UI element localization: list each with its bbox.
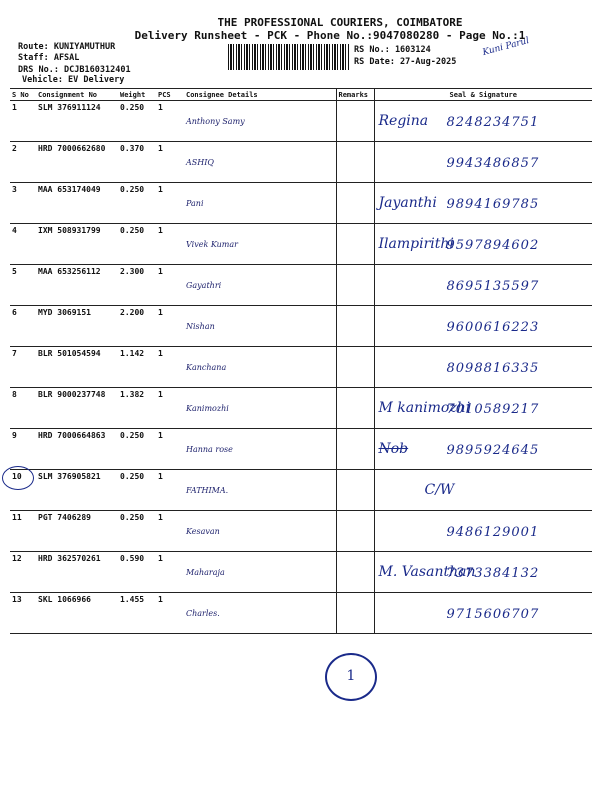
row-consignee: Vivek Kumar — [186, 240, 238, 249]
col-consignee: Consignee Details — [184, 89, 336, 101]
row-pcs: 1 — [156, 511, 184, 552]
row-pcs: 1 — [156, 306, 184, 347]
drs-label: DRS No.: DCJB160312401 — [18, 65, 131, 75]
row-sno: 4 — [10, 224, 36, 265]
barcode-image — [228, 44, 350, 70]
table-row — [10, 306, 592, 347]
row-consignment: HRD 7000662680 — [36, 142, 118, 183]
row-remarks — [336, 429, 374, 470]
row-consignee: FATHIMA. — [186, 486, 229, 495]
row-weight: 1.382 — [118, 388, 156, 429]
row-consignment: HRD 362570261 — [36, 552, 118, 593]
col-consignment: Consignment No — [36, 89, 118, 101]
row-consignee: ASHIQ — [186, 158, 214, 167]
route-label: Route: KUNIYAMUTHUR — [18, 42, 116, 52]
table-row — [10, 142, 592, 183]
rs-date: RS Date: 27-Aug-2025 — [354, 57, 457, 67]
table-row — [10, 265, 592, 306]
company-title: THE PROFESSIONAL COURIERS, COIMBATORE — [217, 16, 463, 29]
row-pcs: 1 — [156, 429, 184, 470]
staff-label: Staff: AFSAL — [18, 53, 80, 63]
row-sno: 5 — [10, 265, 36, 306]
row-phone: 9486129001 — [446, 525, 540, 540]
row-weight: 0.250 — [118, 511, 156, 552]
table-row — [10, 347, 592, 388]
row-weight: 2.200 — [118, 306, 156, 347]
row-consignment: BLR 9000237748 — [36, 388, 118, 429]
row-consignment: PGT 7406289 — [36, 511, 118, 552]
row-remarks — [336, 593, 374, 634]
row-weight: 0.250 — [118, 183, 156, 224]
row-consignment: BLR 501054594 — [36, 347, 118, 388]
row-pcs: 1 — [156, 224, 184, 265]
row-sno: 7 — [10, 347, 36, 388]
col-weight: Weight — [118, 89, 156, 101]
col-sno: S No — [10, 89, 36, 101]
row-phone: 9894169785 — [446, 197, 540, 212]
table-row — [10, 388, 592, 429]
row-consignee: Anthony Samy — [186, 117, 245, 126]
row-phone: 8695135597 — [446, 279, 540, 294]
col-signature: Seal & Signature — [374, 89, 592, 101]
row-sno: 1 — [10, 101, 36, 142]
row-sno: 10 — [10, 470, 36, 511]
row-consignee: Nishan — [186, 322, 215, 331]
row-weight: 0.250 — [118, 429, 156, 470]
row-sno: 12 — [10, 552, 36, 593]
row-remarks — [336, 101, 374, 142]
row-signature: M kanimozhi — [378, 400, 471, 416]
row-phone: 7010589217 — [446, 402, 540, 417]
row-pcs: 1 — [156, 347, 184, 388]
row-pcs: 1 — [156, 101, 184, 142]
runsheet-subtitle: Delivery Runsheet - PCK - Phone No.:9047080280 - Page No.:1 — [134, 29, 526, 42]
row-consignee: Kanchana — [186, 363, 227, 372]
row-phone: 8098816335 — [446, 361, 540, 376]
row-consignee: Kesavan — [186, 527, 220, 536]
row-pcs: 1 — [156, 388, 184, 429]
row-consignee: Maharaja — [186, 568, 225, 577]
row-consignment: SKL 1066966 — [36, 593, 118, 634]
table-row — [10, 552, 592, 593]
row-consignment: SLM 376905821 — [36, 470, 118, 511]
row-weight: 2.300 — [118, 265, 156, 306]
row-signature: Jayanthi — [378, 195, 437, 211]
table-row — [10, 183, 592, 224]
row-remarks — [336, 347, 374, 388]
table-row — [10, 470, 592, 511]
table-row — [10, 224, 592, 265]
row-consignment: IXM 508931799 — [36, 224, 118, 265]
row-weight: 1.455 — [118, 593, 156, 634]
col-pcs: PCS — [156, 89, 184, 101]
row-remarks — [336, 511, 374, 552]
row-signature: M. Vasanthan — [378, 564, 476, 580]
row-pcs: 1 — [156, 593, 184, 634]
circled-page-mark: 1 — [325, 653, 377, 701]
row-sno: 2 — [10, 142, 36, 183]
row-consignment: MAA 653256112 — [36, 265, 118, 306]
row-consignment: MAA 653174049 — [36, 183, 118, 224]
row-consignment: HRD 7000664863 — [36, 429, 118, 470]
table-row — [10, 593, 592, 634]
table-row — [10, 429, 592, 470]
row-phone: 9943486857 — [446, 156, 540, 171]
handwritten-stamp: Kuni Parul — [481, 35, 531, 59]
row-sno: 3 — [10, 183, 36, 224]
row-phone: 9895924645 — [446, 443, 540, 458]
row-sno: 8 — [10, 388, 36, 429]
row-sno: 9 — [10, 429, 36, 470]
row-pcs: 1 — [156, 142, 184, 183]
row-remarks — [336, 552, 374, 593]
row-sno: 11 — [10, 511, 36, 552]
row-remarks — [336, 265, 374, 306]
row-consignee: Hanna rose — [186, 445, 233, 454]
table-row — [10, 511, 592, 552]
row-phone: 8248234751 — [446, 115, 540, 130]
row-consignment: MYD 3069151 — [36, 306, 118, 347]
row-weight: 0.590 — [118, 552, 156, 593]
row-consignee: Pani — [186, 199, 204, 208]
table-row — [10, 101, 592, 142]
row-weight: 0.250 — [118, 470, 156, 511]
row-remarks — [336, 224, 374, 265]
row-signature: C/W — [424, 482, 455, 498]
row-pcs: 1 — [156, 183, 184, 224]
row-sno: 13 — [10, 593, 36, 634]
row-phone: 9600616223 — [446, 320, 540, 335]
row-weight: 0.250 — [118, 224, 156, 265]
row-remarks — [336, 183, 374, 224]
vehicle-label: Vehicle: EV Delivery — [22, 75, 125, 85]
row-remarks — [336, 470, 374, 511]
delivery-table — [10, 88, 592, 634]
row-signature: Ilampirithi — [378, 236, 454, 252]
row-signature: Regina — [378, 113, 429, 129]
row-weight: 1.142 — [118, 347, 156, 388]
row-weight: 0.370 — [118, 142, 156, 183]
row-phone: 7373384132 — [446, 566, 540, 581]
row-remarks — [336, 388, 374, 429]
row-pcs: 1 — [156, 470, 184, 511]
row-consignee: Charles. — [186, 609, 220, 618]
circled-row-mark — [2, 466, 34, 490]
row-phone: 9715606707 — [446, 607, 540, 622]
row-weight: 0.250 — [118, 101, 156, 142]
row-pcs: 1 — [156, 265, 184, 306]
row-signature: Nob — [378, 441, 409, 457]
row-pcs: 1 — [156, 552, 184, 593]
row-remarks — [336, 142, 374, 183]
row-consignee: Gayathri — [186, 281, 222, 290]
row-remarks — [336, 306, 374, 347]
row-consignee: Kanimozhi — [186, 404, 229, 413]
row-consignment: SLM 376911124 — [36, 101, 118, 142]
rs-number: RS No.: 1603124 — [354, 45, 431, 55]
table-header — [10, 89, 592, 101]
row-phone: 9597894602 — [446, 238, 540, 253]
row-sno: 6 — [10, 306, 36, 347]
col-remarks: Remarks — [336, 89, 374, 101]
